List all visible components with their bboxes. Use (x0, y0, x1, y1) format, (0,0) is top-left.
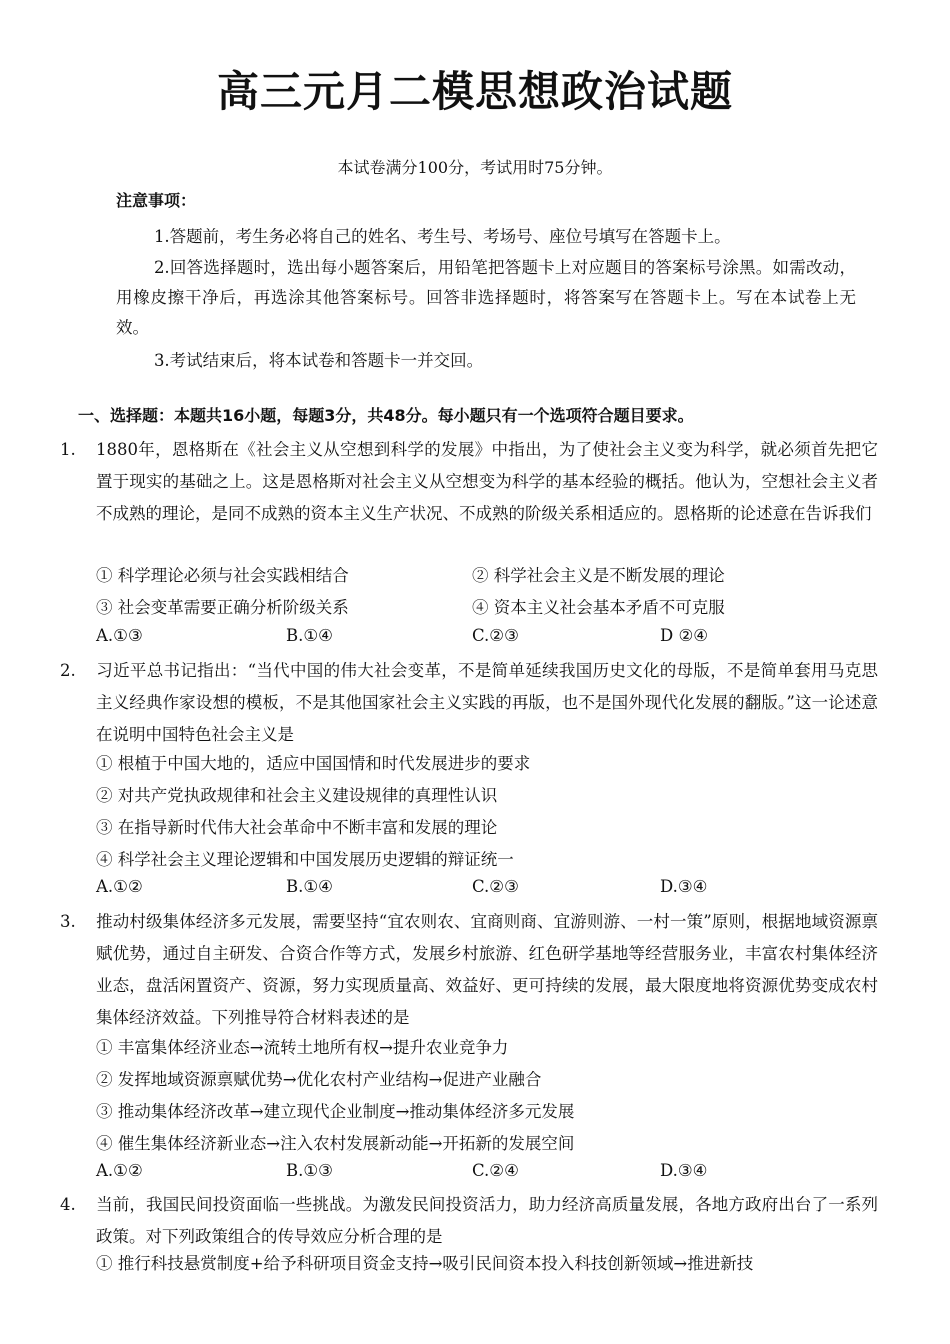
answer-option: D ②④ (660, 626, 709, 645)
statement: ① 根植于中国大地的，适应中国国情和时代发展进步的要求 (96, 754, 531, 773)
statement: ③ 在指导新时代伟大社会革命中不断丰富和发展的理论 (96, 818, 498, 837)
answer-option: C.②③ (472, 877, 519, 896)
statement: ① 丰富集体经济业态→流转土地所有权→提升农业竞争力 (96, 1038, 509, 1057)
answer-option: C.②③ (472, 626, 519, 645)
question-stem (60, 1189, 878, 1253)
notice-item: 1.答题前，考生务必将自己的姓名、考生号、考场号、座位号填写在答题卡上。 (153, 227, 731, 246)
answer-option: A.①③ (96, 626, 143, 645)
question-text: 1880年，恩格斯在《社会主义从空想到科学的发展》中指出，为了使社会主义变为科学，就必须首先把它置于现实的基础之上。这是恩格斯对社会主义从空想变为科学的基本经验的概括。他认为，空想社会主义者不成熟的理论，是同不成熟的资本主义生产状况、不成熟的阶级关系相适应的。恩格斯的论述意在告诉我们 (96, 440, 878, 523)
notice-heading: 注意事项： (116, 191, 197, 210)
answer-option: D.③④ (660, 1161, 708, 1180)
statement: ④ 科学社会主义理论逻辑和中国发展历史逻辑的辩证统一 (96, 850, 514, 869)
question-stem (60, 655, 878, 751)
question-number: 1. (60, 440, 76, 459)
question-text: 习近平总书记指出：“当代中国的伟大社会变革，不是简单延续我国历史文化的母版，不是简单套用马克思主义经典作家设想的模板，不是其他国家社会主义实践的再版，也不是国外现代化发展的翻版。”这一论述意在说明中国特色社会主义是 (96, 661, 878, 744)
exam-info: 本试卷满分100分，考试用时75分钟。 (337, 158, 613, 177)
answer-option: C.②④ (472, 1161, 519, 1180)
question-number: 4. (60, 1195, 76, 1214)
statement: ④ 资本主义社会基本矛盾不可克服 (472, 598, 725, 617)
statement: ① 推行科技悬赏制度+给予科研项目资金支持→吸引民间资本投入科技创新领域→推进新技 (96, 1254, 754, 1273)
statement: ③ 社会变革需要正确分析阶级关系 (96, 598, 349, 617)
answer-option: B.①④ (286, 626, 333, 645)
question-stem (60, 434, 878, 530)
question-text: 推动村级集体经济多元发展，需要坚持“宜农则农、宜商则商、宜游则游、一村一策”原则，根据地域资源禀赋优势，通过自主研发、合资合作等方式，发展乡村旅游、红色研学基地等经营服务业，丰富农村集体经济业态，盘活闲置资产、资源，努力实现质量高、效益好、更可持续的发展，最大限度地将资源优势变成农村集体经济效益。下列推导符合材料表述的是 (96, 912, 878, 1027)
question-number: 3. (60, 912, 76, 931)
statement: ③ 推动集体经济改革→建立现代企业制度→推动集体经济多元发展 (96, 1102, 575, 1121)
notice-item: 3.考试结束后，将本试卷和答题卡一并交回。 (153, 351, 484, 370)
statement: ① 科学理论必须与社会实践相结合 (96, 566, 349, 585)
statement: ④ 催生集体经济新业态→注入农村发展新动能→开拓新的发展空间 (96, 1134, 575, 1153)
answer-option: D.③④ (660, 877, 708, 896)
answer-option: A.①② (96, 1161, 143, 1180)
answer-option: B.①④ (286, 877, 333, 896)
answer-option: A.①② (96, 877, 143, 896)
question-number: 2. (60, 661, 76, 680)
statement: ② 发挥地域资源禀赋优势→优化农村产业结构→促进产业融合 (96, 1070, 542, 1089)
answer-option: B.①③ (286, 1161, 333, 1180)
section-heading: 一、选择题：本题共16小题，每题3分，共48分。每小题只有一个选项符合题目要求。 (78, 406, 694, 425)
notice-item: 2.回答选择题时，选出每小题答案后，用铅笔把答题卡上对应题目的答案标号涂黑。如需改动，用橡皮擦干净后，再选涂其他答案标号。回答非选择题时，将答案写在答题卡上。写在本试卷上无效。 (116, 258, 856, 337)
question-text: 当前，我国民间投资面临一些挑战。为激发民间投资活力，助力经济高质量发展，各地方政府出台了一系列政策。对下列政策组合的传导效应分析合理的是 (96, 1195, 878, 1246)
page-title: 高三元月二模思想政治试题 (216, 67, 733, 116)
statement: ② 对共产党执政规律和社会主义建设规律的真理性认识 (96, 786, 498, 805)
question-stem (60, 906, 878, 1034)
statement: ② 科学社会主义是不断发展的理论 (472, 566, 725, 585)
